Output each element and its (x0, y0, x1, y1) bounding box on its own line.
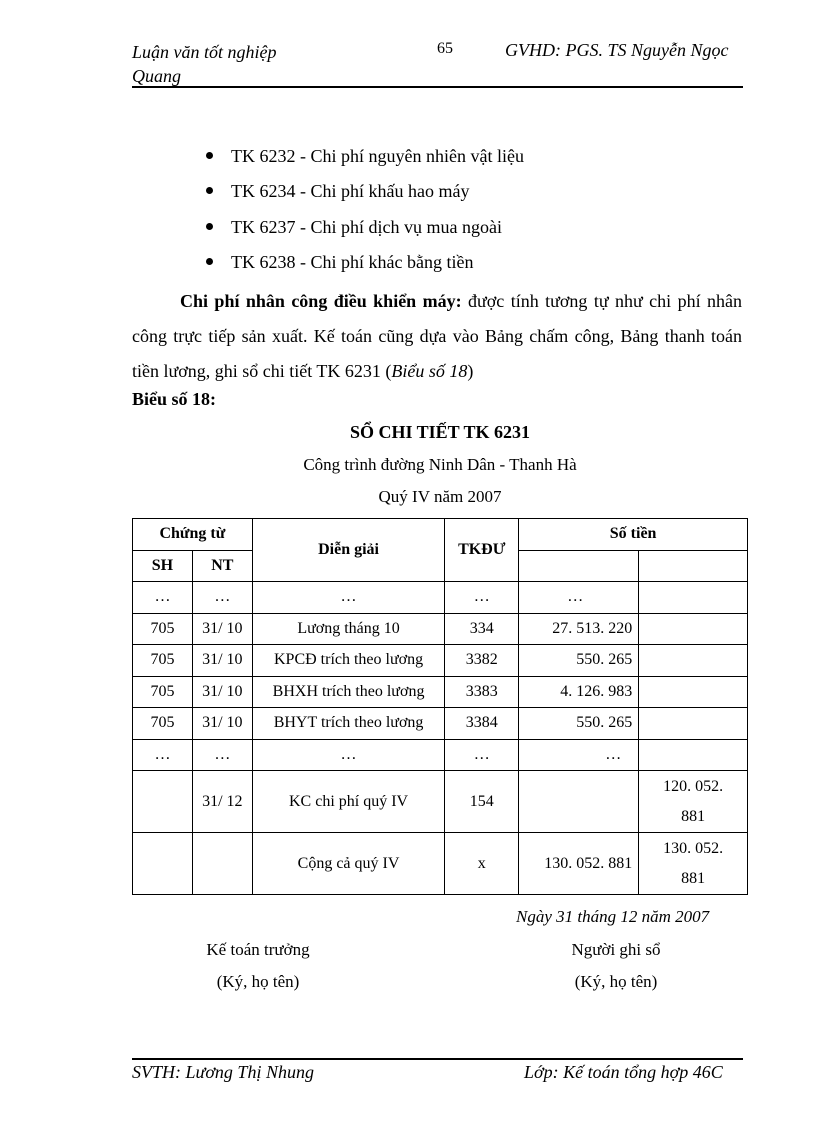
header-debit (519, 550, 639, 582)
table-row: … … … … … (133, 739, 748, 771)
header-credit (639, 550, 748, 582)
ledger-table (132, 518, 748, 895)
table-row: 705 31/ 10 KPCĐ trích theo lương 3382 550. 265 (133, 645, 748, 677)
footer-class: Lớp: Kế toán tổng hợp 46C (524, 1062, 723, 1082)
footer-student: SVTH: Lương Thị Nhung (132, 1062, 314, 1082)
recorder-title: Người ghi sổ (571, 940, 661, 959)
ledger-subtitle-project: Công trình đường Ninh Dân - Thanh Hà (303, 455, 577, 474)
list-item: TK 6238 - Chi phí khác bằng tiền (200, 250, 524, 285)
list-item: TK 6237 - Chi phí dịch vụ mua ngoài (200, 215, 524, 250)
header-nt: NT (192, 550, 252, 582)
bullet-icon (206, 223, 213, 230)
header-left-line2: Quang (132, 66, 181, 86)
total-row: Cộng cả quý IV x 130. 052. 881 130. 052. 881 (133, 833, 748, 895)
header-supervisor: GVHD: PGS. TS Nguyễn Ngọc (505, 40, 729, 60)
header-amount: Số tiền (519, 519, 748, 551)
bullet-icon (206, 187, 213, 194)
bullet-icon (206, 152, 213, 159)
paragraph-lead: Chi phí nhân công điều khiển máy: (180, 291, 462, 311)
paragraph-ref: Biểu số 18 (391, 361, 468, 381)
header-voucher: Chứng từ (133, 519, 253, 551)
paragraph-text: được tính tương tự như chi phí nhân công trực tiếp sản xuất. Kế toán cũng dựa vào Bảng chấm công, Bảng thanh toán tiền lương, ghi sổ chi tiết TK 6231 ( (132, 291, 742, 381)
footer-divider (132, 1058, 743, 1060)
figure-label: Biểu số 18: (132, 389, 217, 409)
table-row: 705 31/ 10 BHYT trích theo lương 3384 550. 265 (133, 708, 748, 740)
ledger-title: SỔ CHI TIẾT TK 6231 (349, 422, 531, 442)
table-row: 705 31/ 10 BHXH trích theo lương 3383 4. 126. 983 (133, 676, 748, 708)
account-bullet-list (200, 144, 524, 285)
page-number: 65 (437, 40, 453, 57)
header-sh: SH (133, 550, 193, 582)
body-paragraph: Chi phí nhân công điều khiển máy: được tính tương tự như chi phí nhân công trực tiếp sản xuất. Kế toán cũng dựa vào Bảng chấm công, Bảng thanh toán tiền lương, ghi sổ chi tiết TK 6231 (Biểu số 18) (132, 291, 742, 381)
header-thesis-title (132, 40, 332, 88)
closing-row: 31/ 12 KC chi phí quý IV 154 120. 052. 881 (133, 771, 748, 833)
header-description: Diễn giải (252, 519, 445, 582)
list-item: TK 6232 - Chi phí nguyên nhiên vật liệu (200, 144, 524, 179)
chief-accountant-title: Kế toán trưởng (206, 940, 310, 959)
bullet-icon (206, 258, 213, 265)
header-account: TKĐƯ (445, 519, 519, 582)
chief-accountant-note: (Ký, họ tên) (216, 972, 300, 991)
ledger-subtitle-period: Quý IV năm 2007 (378, 487, 502, 506)
header-divider (132, 86, 743, 88)
signature-date: Ngày 31 tháng 12 năm 2007 (516, 907, 710, 926)
recorder-note: (Ký, họ tên) (574, 972, 658, 991)
table-row: … … … … … (133, 582, 748, 614)
table-row: 705 31/ 10 Lương tháng 10 334 27. 513. 220 (133, 613, 748, 645)
header-left-line1: Luận văn tốt nghiệp (132, 42, 277, 62)
list-item: TK 6234 - Chi phí khấu hao máy (200, 179, 524, 214)
